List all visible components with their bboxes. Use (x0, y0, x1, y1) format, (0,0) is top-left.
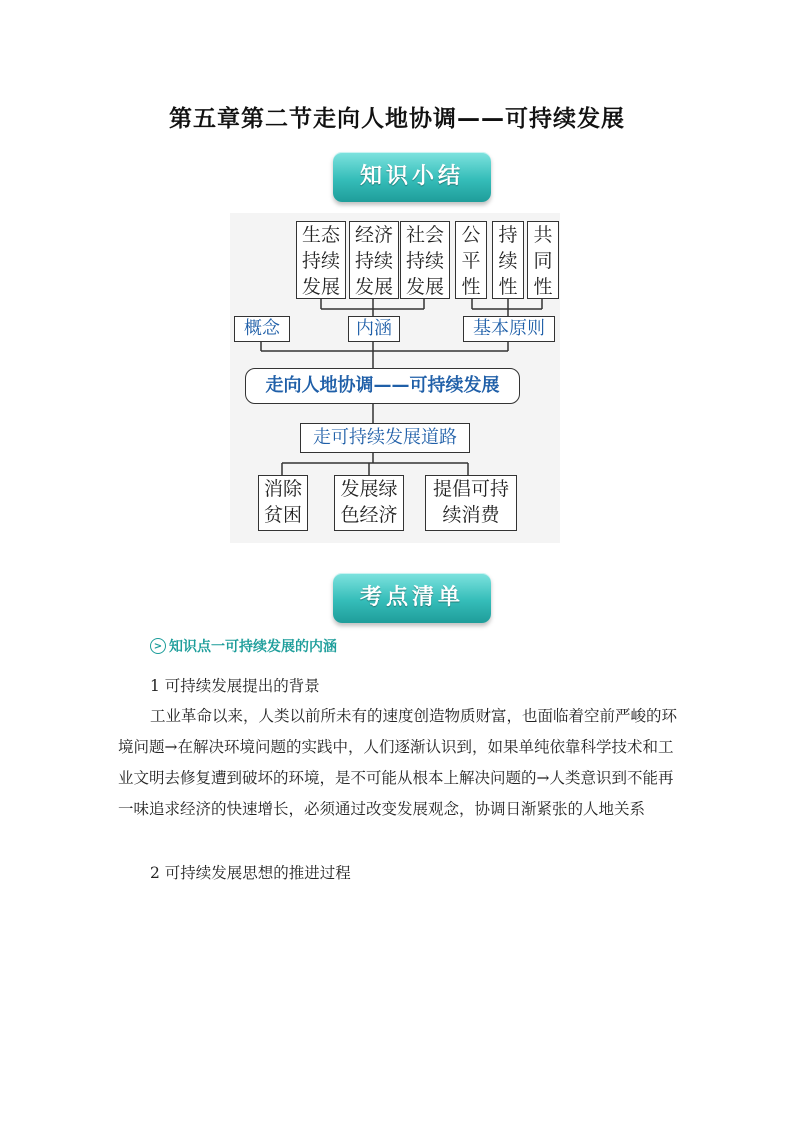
section-heading (150, 636, 337, 656)
subheading-1: 1 可持续发展提出的背景 (150, 677, 320, 695)
knowledge-summary-banner: 知识小结 (333, 152, 491, 202)
bottom-box-1: 消除 贫困 (258, 475, 308, 531)
bottom-box-3: 提倡可持 续消费 (425, 475, 517, 531)
connotation-box: 内涵 (348, 316, 400, 342)
top-box-1: 生态 持续 发展 (296, 221, 346, 299)
paragraph-1: 工业革命以来，人类以前所未有的速度创造物质财富，也面临着空前严峻的环境问题→在解决环境问题的实践中，人们逐渐认识到，如果单纯依靠科学技术和工业文明去修复遭到破坏的环境，是不可能从根本上解决问题的→人类意识到不能再一味追求经济的快速增长，必须通过改变发展观念，协调日渐紧张的人地关系 (118, 707, 678, 818)
top-box-3: 社会 持续 发展 (400, 221, 450, 299)
exam-points-banner: 考点清单 (333, 573, 491, 623)
principles-box: 基本原则 (463, 316, 555, 342)
top-box-4: 公 平 性 (455, 221, 487, 299)
chevron-circle-icon: > (150, 638, 166, 654)
top-box-2: 经济 持续 发展 (349, 221, 399, 299)
top-box-6: 共 同 性 (527, 221, 559, 299)
road-box: 走可持续发展道路 (300, 423, 470, 453)
concept-box: 概念 (234, 316, 290, 342)
center-box: 走向人地协调——可持续发展 (245, 368, 520, 404)
section-heading-text: 知识点一可持续发展的内涵 (169, 639, 337, 655)
concept-diagram (230, 213, 560, 543)
subheading-2: 2 可持续发展思想的推进过程 (150, 864, 351, 882)
page-title: 第五章第二节走向人地协调——可持续发展 (169, 106, 625, 132)
top-box-5: 持 续 性 (492, 221, 524, 299)
bottom-box-2: 发展绿 色经济 (334, 475, 404, 531)
